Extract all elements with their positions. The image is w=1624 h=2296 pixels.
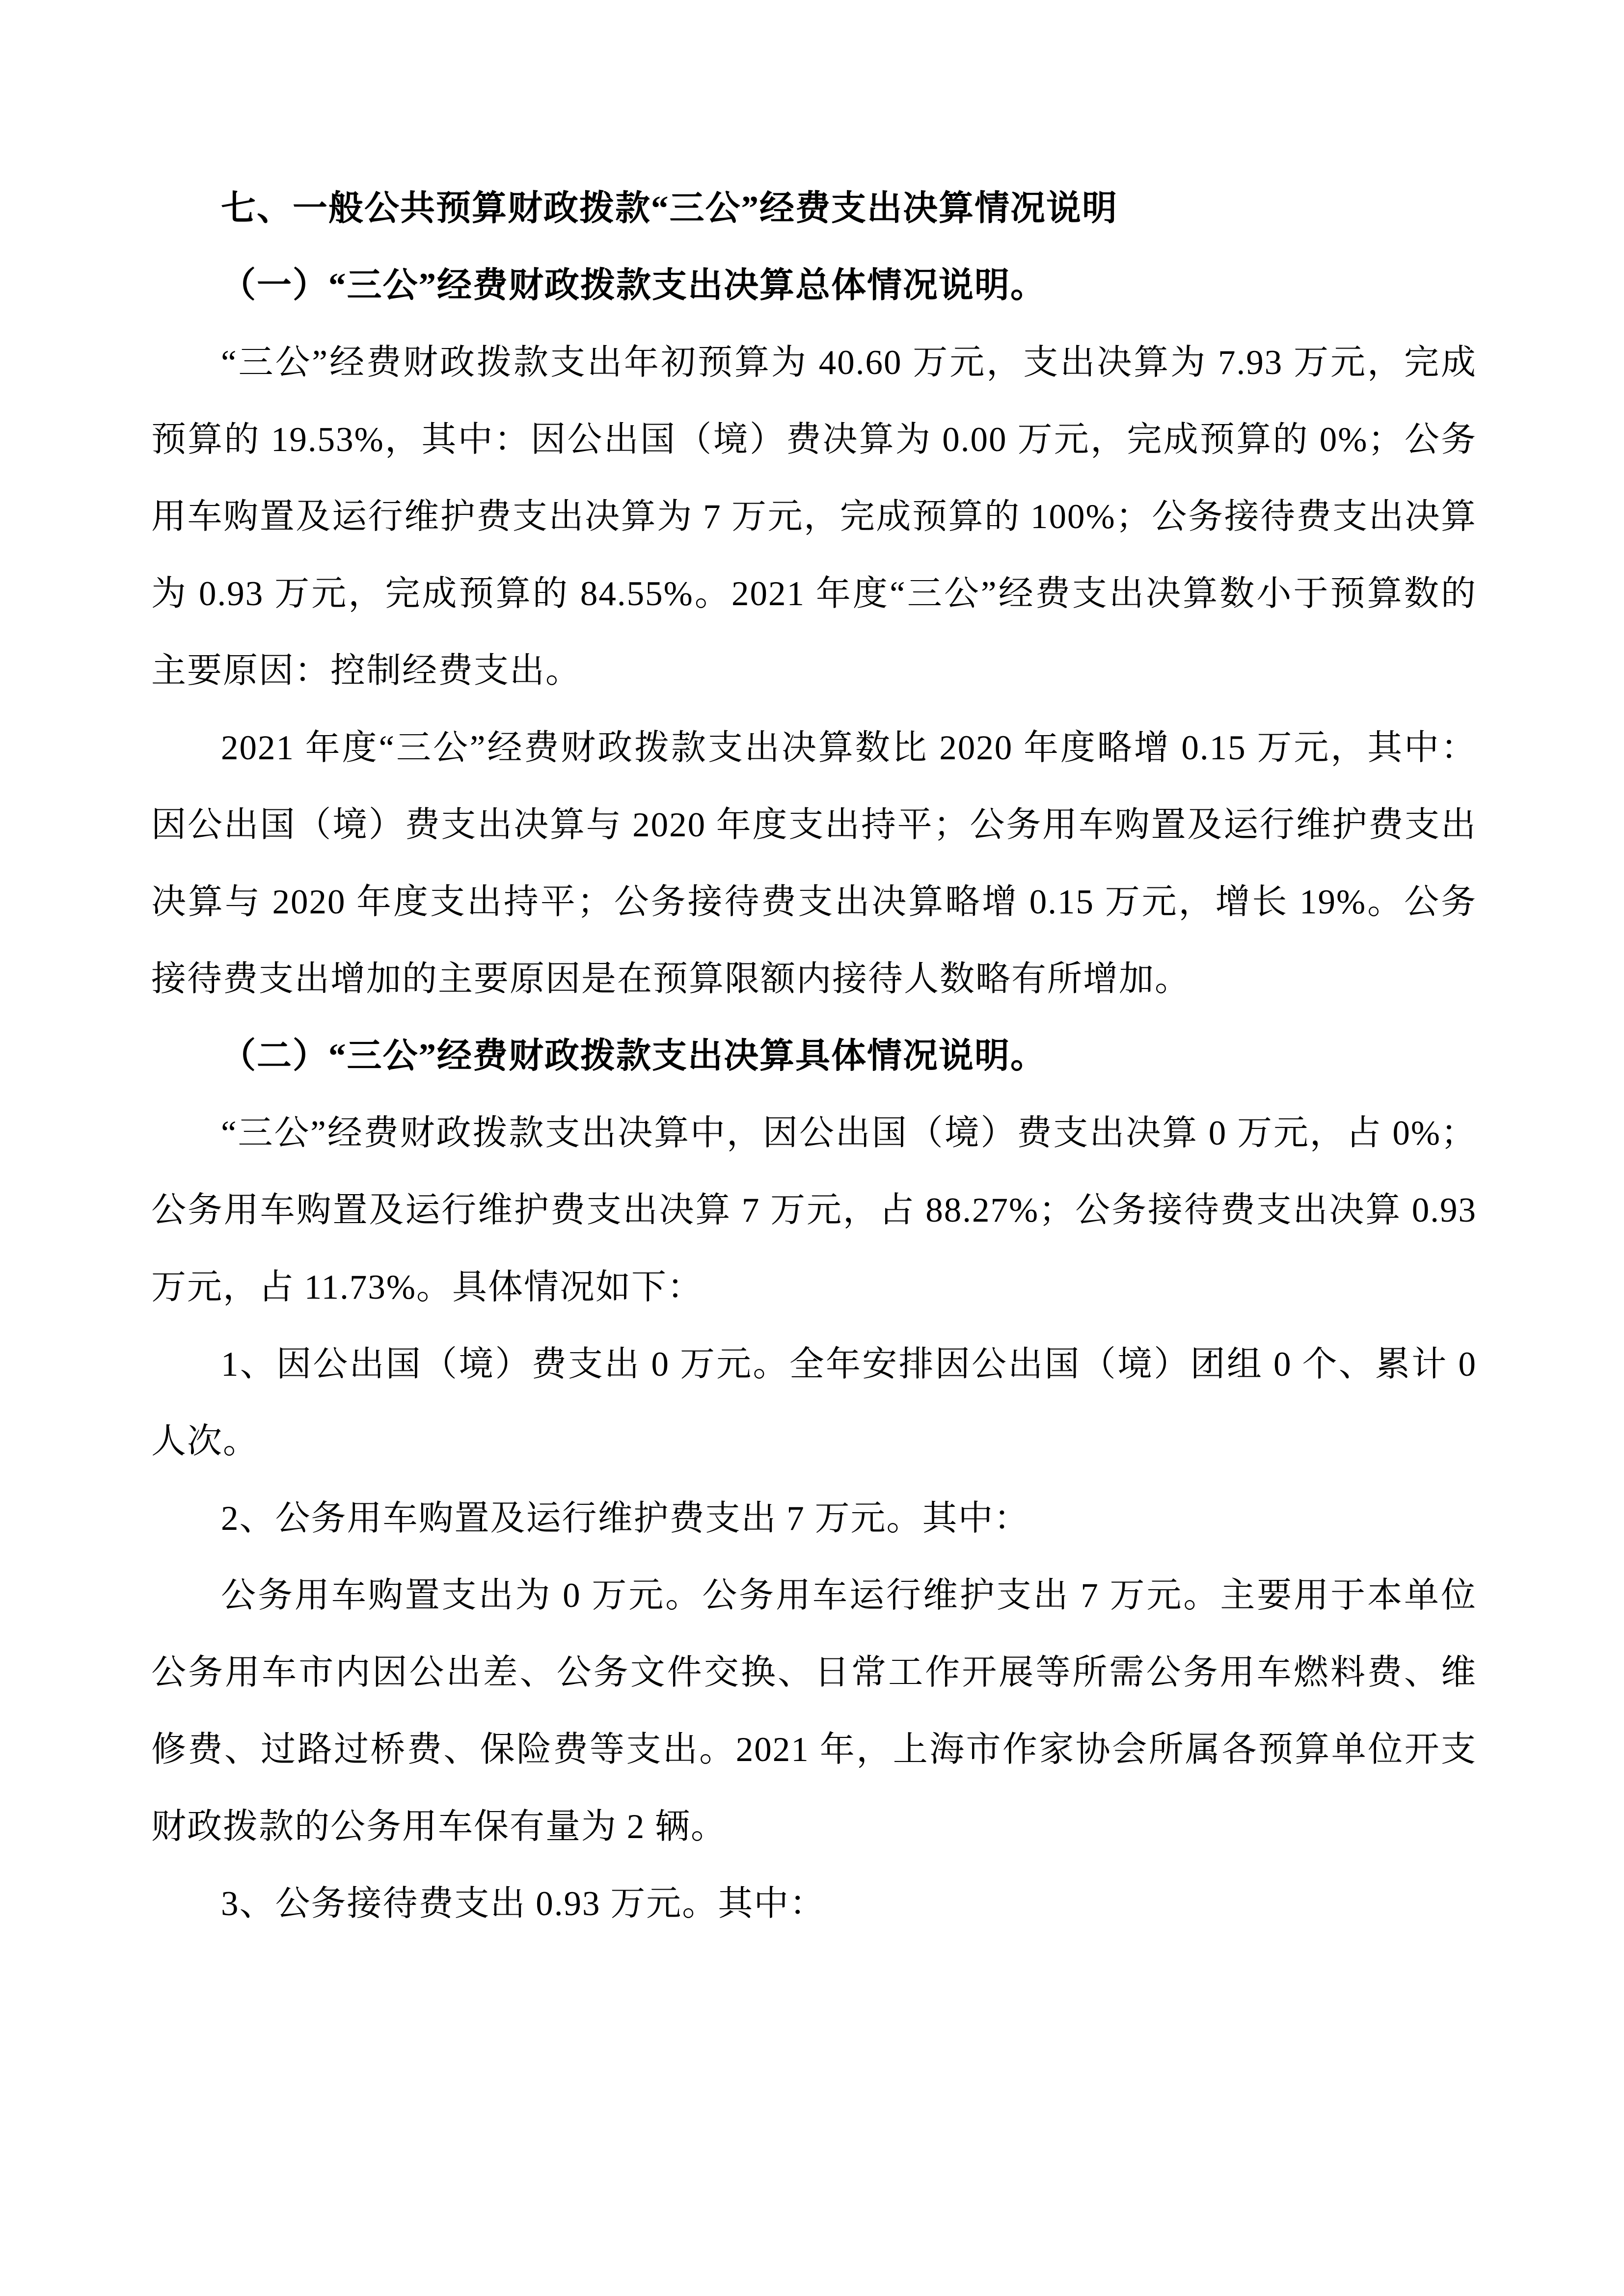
subsection-2-heading: （二）“三公”经费财政拨款支出决算具体情况说明。	[221, 1037, 1047, 1075]
paragraph-item-1-overseas-trips: 1、因公出国（境）费支出 0 万元。全年安排因公出国（境）团组 0 个、累计 0 人次。	[151, 1345, 1477, 1461]
paragraph-item-3-official-reception: 3、公务接待费支出 0.93 万元。其中：	[221, 1885, 826, 1923]
paragraph-item-2-official-vehicles: 2、公务用车购置及运行维护费支出 7 万元。其中：	[221, 1499, 1030, 1538]
paragraph-overall-budget-summary: “三公”经费财政拨款支出年初预算为 40.60 万元，支出决算为 7.93 万元，完成预算的 19.53%，其中：因公出国（境）费决算为 0.00 万元，完成预算的 0%；公务用车购置及运行维护费支出决算为 7 万元，完成预算的 100%；公务接待费支出决算为 0.93 万元，完成预算的 84.55%。2021 年度“三公”经费支出决算数小于预算数的主要原因：控制经费支出。	[151, 344, 1477, 690]
paragraph-expense-breakdown: “三公”经费财政拨款支出决算中，因公出国（境）费支出决算 0 万元，占 0%；公务用车购置及运行维护费支出决算 7 万元，占 88.27%；公务接待费支出决算 0.93 万元，占 11.73%。具体情况如下：	[151, 1114, 1477, 1307]
subsection-1-heading: （一）“三公”经费财政拨款支出决算总体情况说明。	[221, 267, 1047, 305]
section-7-heading: 七、一般公共预算财政拨款“三公”经费支出决算情况说明	[221, 189, 1118, 228]
paragraph-vehicle-expense-details: 公务用车购置支出为 0 万元。公务用车运行维护支出 7 万元。主要用于本单位公务用车市内因公出差、公务文件交换、日常工作开展等所需公务用车燃料费、维修费、过路过桥费、保险费等支出。2021 年，上海市作家协会所属各预算单位开支财政拨款的公务用车保有量为 2 辆。	[151, 1576, 1477, 1846]
paragraph-year-over-year-comparison: 2021 年度“三公”经费财政拨款支出决算数比 2020 年度略增 0.15 万元，其中：因公出国（境）费支出决算与 2020 年度支出持平；公务用车购置及运行维护费支出决算与 2020 年度支出持平；公务接待费支出决算略增 0.15 万元，增长 19%。公务接待费支出增加的主要原因是在预算限额内接待人数略有所增加。	[151, 729, 1477, 998]
